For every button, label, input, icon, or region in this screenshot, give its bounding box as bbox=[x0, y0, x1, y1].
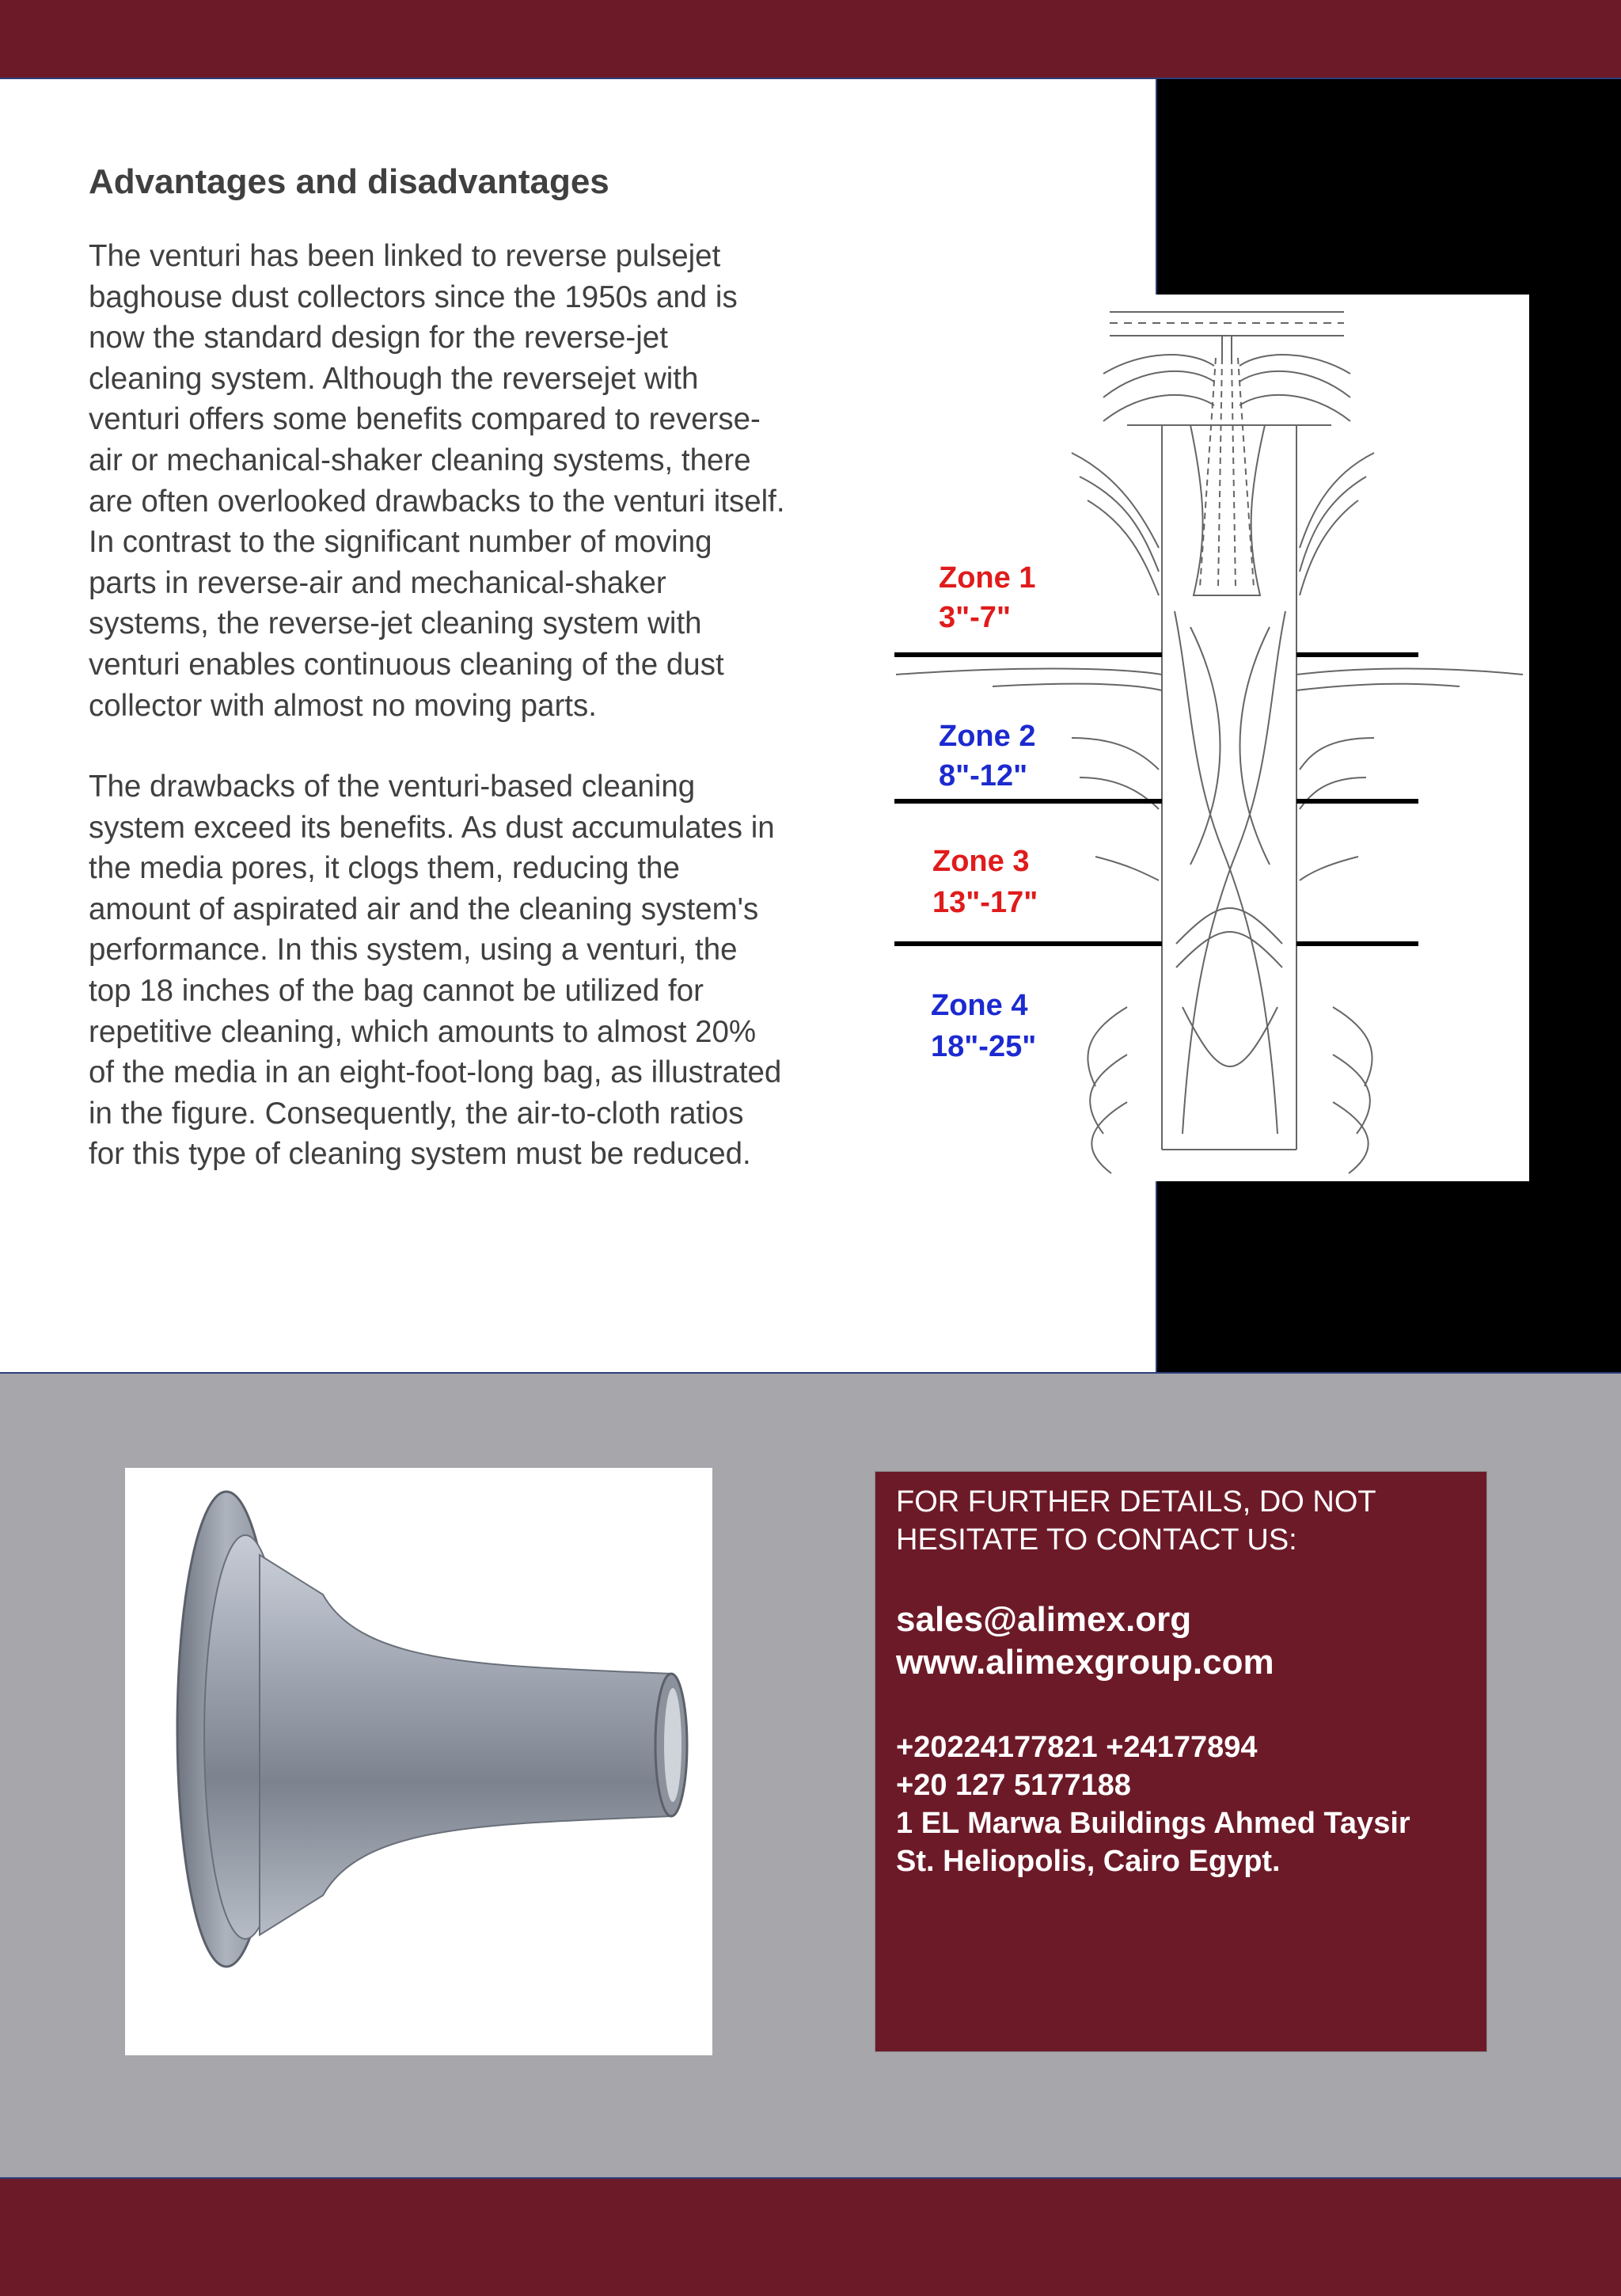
paragraph-line: The drawbacks of the venturi-based cleaning bbox=[89, 770, 696, 804]
article-title: Advantages and disadvantages bbox=[89, 162, 609, 201]
paragraph-line: performance. In this system, using a venturi, the bbox=[89, 933, 738, 967]
zone-3-range: 13"-17" bbox=[932, 886, 1038, 919]
zone-2-name: Zone 2 bbox=[939, 720, 1036, 753]
paragraph-line: in the figure. Consequently, the air-to-cloth ratios bbox=[89, 1096, 744, 1131]
paragraph-line: venturi enables continuous cleaning of the dust bbox=[89, 647, 724, 682]
paragraph-line: of the media in an eight-foot-long bag, as illustrated bbox=[89, 1055, 782, 1090]
paragraph-line: venturi offers some benefits compared to reverse- bbox=[89, 402, 761, 437]
address-line-1: 1 EL Marwa Buildings Ahmed Taysir bbox=[896, 1807, 1410, 1840]
paragraph-line: for this type of cleaning system must be reduced. bbox=[89, 1137, 751, 1172]
venturi-photo-svg bbox=[125, 1468, 712, 2055]
paragraph-2 bbox=[89, 766, 841, 1175]
zone-1-range: 3"-7" bbox=[939, 601, 1011, 634]
paragraph-line: system exceed its benefits. As dust accumulates in bbox=[89, 810, 775, 845]
venturi-flow-diagram bbox=[890, 295, 1529, 1181]
venturi-photo bbox=[125, 1468, 712, 2055]
bottom-banner bbox=[0, 2177, 1621, 2296]
paragraph-line: the media pores, it clogs them, reducing the bbox=[89, 851, 680, 886]
zone-2-range: 8"-12" bbox=[939, 759, 1028, 793]
paragraph-line: The venturi has been linked to reverse pulsejet bbox=[89, 239, 721, 273]
phone-line-2: +20 127 5177188 bbox=[896, 1769, 1131, 1802]
contact-box bbox=[875, 1471, 1487, 2052]
address-line-2: St. Heliopolis, Cairo Egypt. bbox=[896, 1845, 1281, 1878]
paragraph-line: parts in reverse-air and mechanical-shaker bbox=[89, 565, 666, 600]
website-link[interactable]: www.alimexgroup.com bbox=[896, 1643, 1274, 1682]
zone-3-name: Zone 3 bbox=[932, 845, 1030, 878]
zone-4-name: Zone 4 bbox=[931, 989, 1028, 1022]
zone-1-name: Zone 1 bbox=[939, 561, 1036, 595]
zone-4-range: 18"-25" bbox=[931, 1030, 1037, 1063]
paragraph-line: top 18 inches of the bag cannot be utilized for bbox=[89, 973, 704, 1008]
paragraph-line: are often overlooked drawbacks to the venturi itself. bbox=[89, 484, 785, 519]
paragraph-line: In contrast to the significant number of moving bbox=[89, 525, 712, 560]
paragraph-line: air or mechanical-shaker cleaning systems, there bbox=[89, 443, 751, 477]
paragraph-line: systems, the reverse-jet cleaning system with bbox=[89, 606, 702, 641]
paragraph-line: baghouse dust collectors since the 1950s and is bbox=[89, 279, 738, 314]
top-banner bbox=[0, 0, 1621, 79]
paragraph-1 bbox=[89, 236, 841, 726]
email-link[interactable]: sales@alimex.org bbox=[896, 1600, 1192, 1639]
contact-heading: FOR FURTHER DETAILS, DO NOT HESITATE TO CONTACT US: bbox=[896, 1485, 1376, 1557]
venturi-flow-diagram-svg bbox=[890, 295, 1529, 1181]
paragraph-line: cleaning system. Although the reversejet with bbox=[89, 361, 699, 396]
paragraph-line: now the standard design for the reverse-jet bbox=[89, 321, 668, 355]
paragraph-line: amount of aspirated air and the cleaning system's bbox=[89, 891, 759, 926]
paragraph-line: repetitive cleaning, which amounts to almost 20% bbox=[89, 1014, 757, 1049]
phone-line-1: +20224177821 +24177894 bbox=[896, 1731, 1258, 1764]
paragraph-line: collector with almost no moving parts. bbox=[89, 688, 597, 723]
